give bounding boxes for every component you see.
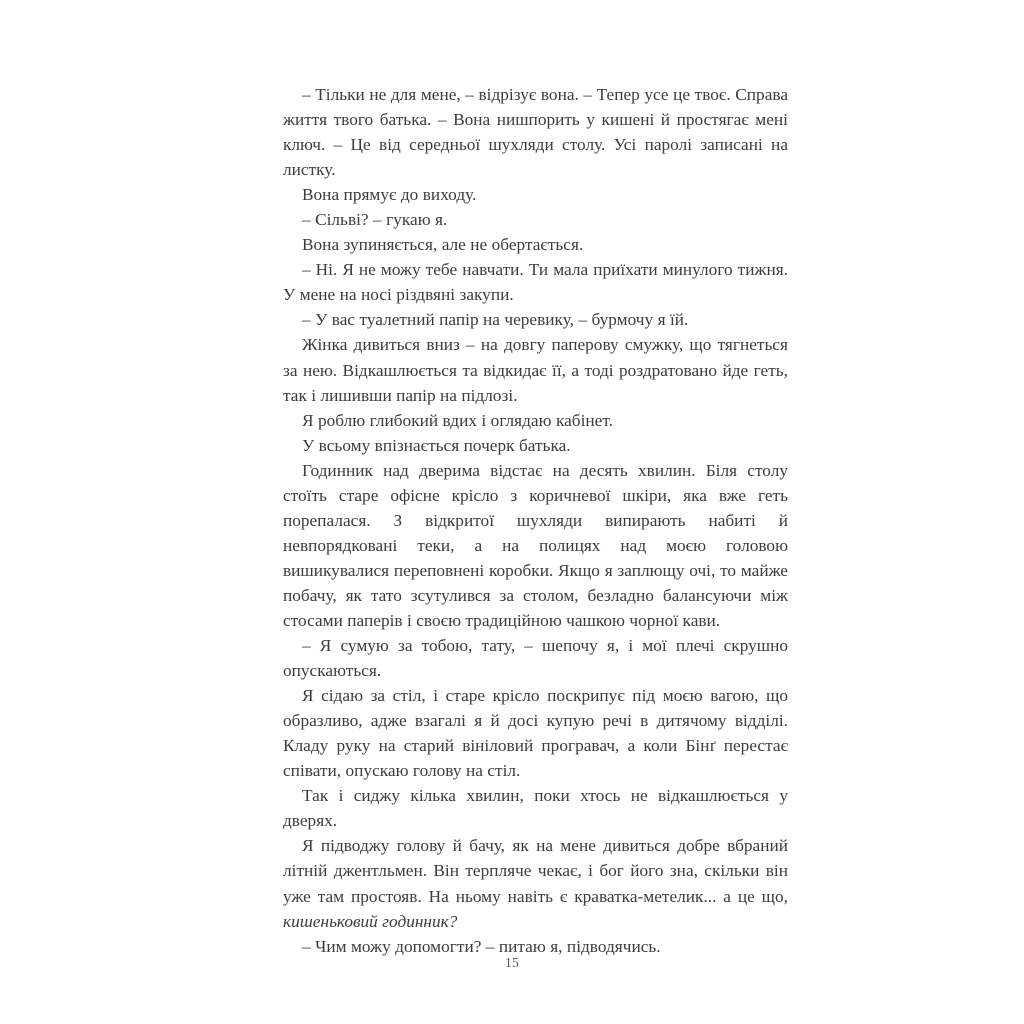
paragraph-13: Так і сиджу кілька хвилин, поки хтось не відкашлюється у дверях.: [283, 786, 788, 831]
paragraph-7: Жінка дивиться вниз – на довгу паперову смужку, що тягнеться за нею. Відкашлюється та відкидає її, а тоді роздратовано йде геть, так і лишивши папір на підлозі.: [283, 335, 788, 405]
paragraph-2: Вона прямує до виходу.: [302, 185, 477, 205]
paragraph-10: Годинник над дверима відстає на десять хвилин. Біля столу стоїть старе офісне крісло з коричневої шкіри, яка вже геть порепалася. З відкритої шухляди випирають набиті й невпорядковані теки, а на полицях над моєю головою вишикувалися переповнені коробки. Якщо я заплющу очі, то майже побачу, як тато зсутулився за столом, безладно балансуючи між стосами паперів і своєю традиційною чашкою чорної кави.: [283, 460, 788, 630]
paragraph-8: Я роблю глибокий вдих і оглядаю кабінет.: [302, 410, 613, 430]
paragraph-12: Я сідаю за стіл, і старе крісло поскрипує під моєю вагою, що образливо, адже взагалі я й досі купую речі в дитячому відділі. Кладу руку на старий вініловий програвач, а коли Бінґ перестає співати, опускаю голову на стіл.: [283, 686, 788, 781]
page-number: 15: [504, 955, 520, 970]
paragraph-1: – Тільки не для мене, – відрізує вона. – Тепер усе це твоє. Справа життя твого батька. – Вона нишпорить у кишені й простягає мені ключ. – Це від середньої шухляди столу. Усі паролі записані на листку.: [283, 85, 788, 180]
paragraph-4: Вона зупиняється, але не обертається.: [302, 235, 584, 255]
paragraph-3: – Сільві? – гукаю я.: [302, 210, 448, 230]
paragraph-14: [283, 833, 788, 933]
paragraph-15: – Чим можу допомогти? – питаю я, підводячись.: [302, 936, 661, 956]
paragraph-14-lead-text: Я підводжу голову й бачу, як на мене дивиться добре вбраний літній джентльмен. Він терпляче чекає, і бог його зна, скільки він уже там простояв. На ньому навіть є краватка-метелик... а це що,: [283, 836, 788, 906]
paragraph-5: – Ні. Я не можу тебе навчати. Ти мала приїхати минулого тижня. У мене на носі різдвяні закупи.: [283, 260, 788, 305]
paragraph-6: – У вас туалетний папір на черевику, – бурмочу я їй.: [302, 310, 689, 330]
page-text-body: [283, 82, 788, 959]
paragraph-11: – Я сумую за тобою, тату, – шепочу я, і мої плечі скрушно опускаються.: [283, 636, 788, 681]
paragraph-9: У всьому впізнається почерк батька.: [302, 435, 571, 455]
paragraph-14-italic-phrase: кишеньковий годинник?: [283, 911, 458, 931]
